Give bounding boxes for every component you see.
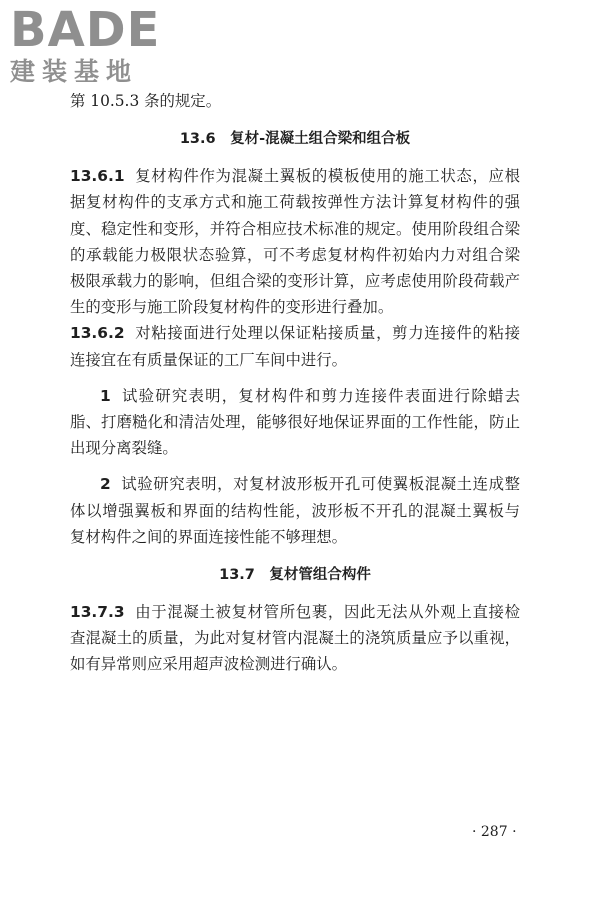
clause-text: 对粘接面进行处理以保证粘接质量，剪力连接件的粘接	[134, 324, 520, 343]
paragraph-line: 体以增强翼板和界面的结构性能，波形板不开孔的混凝土翼板与	[70, 501, 520, 520]
paragraph-line: 极限承载力的影响，但组合梁的变形计算，应考虑使用阶段荷载产	[70, 271, 520, 290]
clause-text: 复材构件作为混凝土翼板的模板使用的施工状态，应根	[134, 167, 520, 186]
continuation-line: 第 10.5.3 条的规定。	[70, 92, 222, 110]
paragraph-line: 如有异常则应采用超声波检测进行确认。	[70, 655, 348, 674]
clause-13-6-2	[70, 320, 520, 372]
logo-wordmark: BADE	[10, 2, 161, 58]
item-text: 试验研究表明，复材构件和剪力连接件表面进行除蜡去	[120, 386, 520, 405]
section-heading-13-6: 13.6 复材-混凝土组合梁和组合板	[179, 131, 411, 148]
paragraph-line: 的承载能力极限状态验算，可不考虑复材构件初始内力对组合梁	[70, 245, 520, 264]
paragraph-gap	[70, 461, 520, 471]
paragraph-line: 据复材构件的支承方式和施工荷载按弹性方法计算复材构件的强	[70, 193, 520, 212]
paragraph-line	[70, 599, 520, 625]
paragraph-line: 查混凝土的质量，为此对复材管内混凝土的浇筑质量应予以重视，	[70, 629, 520, 648]
item-number: 1	[100, 386, 111, 405]
item-number: 2	[100, 475, 111, 494]
clause-number: 13.6.1	[70, 167, 125, 186]
document-body	[70, 88, 520, 677]
clause-number: 13.6.2	[70, 324, 125, 343]
section-heading-13-7: 13.7 复材管组合构件	[219, 566, 371, 583]
clause-number: 13.7.3	[70, 602, 125, 621]
paragraph-line	[70, 163, 520, 189]
watermark-logo	[10, 2, 178, 88]
paragraph-line	[70, 383, 520, 409]
item-2	[70, 471, 520, 550]
clause-13-6-1	[70, 163, 520, 320]
paragraph-line	[70, 471, 520, 497]
clause-text: 由于混凝土被复材管所包裹，因此无法从外观上直接检	[134, 602, 520, 621]
clause-13-7-3	[70, 599, 520, 678]
paragraph-gap	[70, 373, 520, 383]
item-text: 试验研究表明，对复材波形板开孔可使翼板混凝土连成整	[120, 475, 520, 494]
paragraph-line: 脂、打磨糙化和清洁处理，能够很好地保证界面的工作性能，防止	[70, 412, 520, 431]
paragraph-line: 度、稳定性和变形，并符合相应技术标准的规定。使用阶段组合梁	[70, 219, 520, 238]
logo-subtitle: 建装基地	[10, 57, 139, 86]
paragraph-line: 出现分离裂缝。	[70, 439, 178, 458]
item-1	[70, 383, 520, 462]
paragraph-line: 复材构件之间的界面连接性能不够理想。	[70, 527, 348, 546]
paragraph-line: 连接宜在有质量保证的工厂车间中进行。	[70, 350, 348, 369]
page-number: · 287 ·	[472, 824, 517, 840]
paragraph-line: 生的变形与施工阶段复材构件的变形进行叠加。	[70, 298, 394, 317]
paragraph-line	[70, 320, 520, 346]
